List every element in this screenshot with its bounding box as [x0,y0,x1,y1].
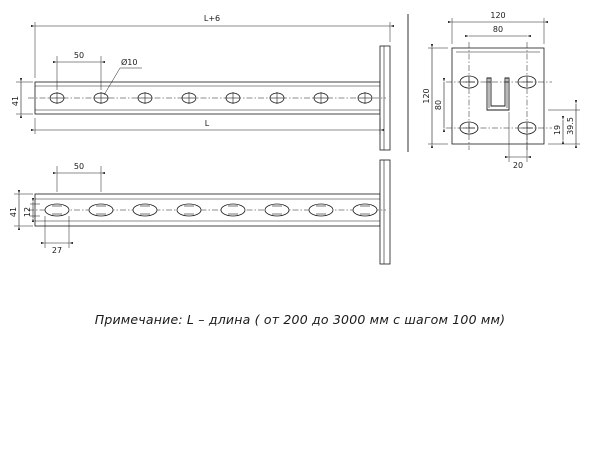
dim-height-plan: 41 [9,206,18,218]
note-text: Примечание: L – длина ( от 200 до 3000 мм с шагом 100 мм) [94,312,506,327]
dim-slot-width: 12 [23,206,32,218]
dim-plate-width: 120 [490,11,506,20]
side-elevation-view [11,14,390,150]
dim-hole-span-h: 80 [492,25,504,34]
dim-overall-top: L+6 [203,14,221,23]
dim-slot-length: 27 [51,246,63,255]
dim-overall-bottom: L [204,119,210,128]
dim-pitch-side: 50 [73,51,85,60]
dim-hole-span-v: 80 [434,99,443,111]
dim-height-side: 41 [11,95,20,107]
plan-view [9,160,390,264]
dim-pitch-plan: 50 [73,162,85,171]
end-section-view [422,11,580,170]
dim-plate-height: 120 [422,88,431,104]
dim-lip: 19 [553,124,562,136]
dim-channel-depth: 39.5 [566,117,575,135]
dim-base: 20 [512,161,524,170]
dim-hole-diameter: Ø10 [121,58,138,67]
